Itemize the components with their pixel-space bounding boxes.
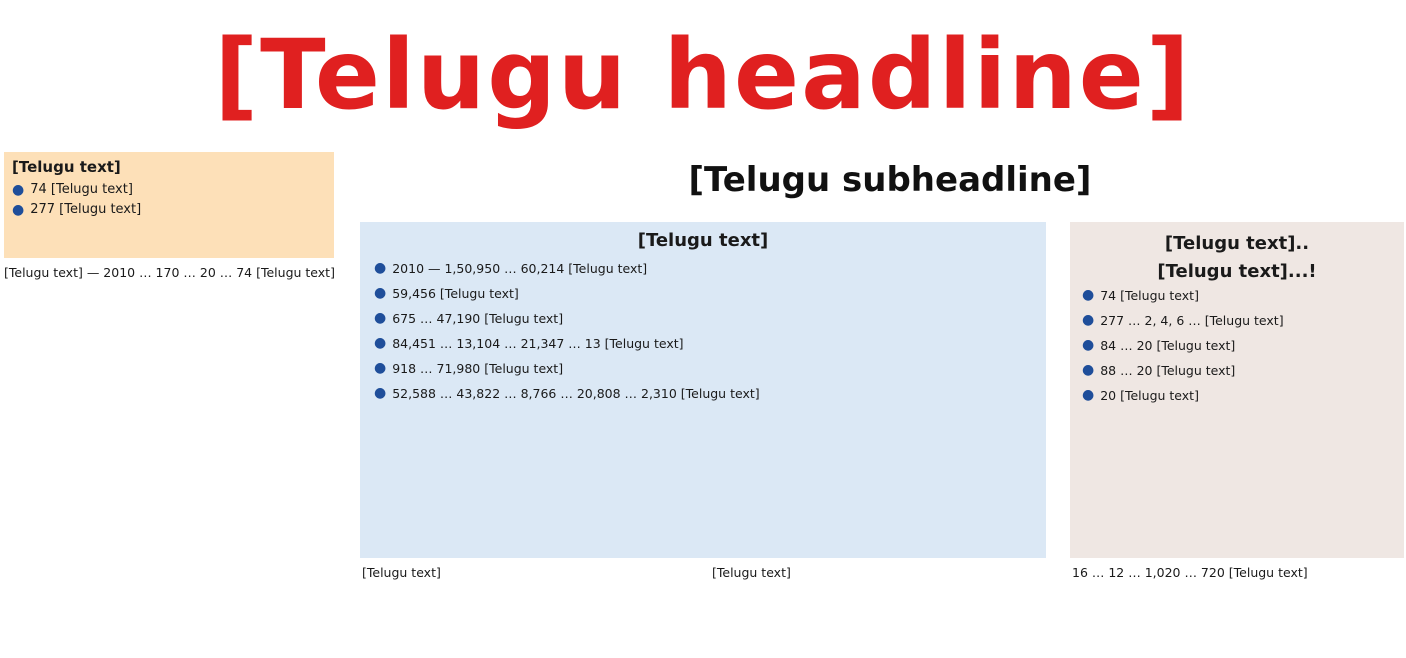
bullet-icon: ● (12, 182, 25, 198)
kicker-title: [Telugu text] (12, 158, 121, 176)
stats-item: ● 84,451 … 13,104 … 21,347 … 13 [Telugu text] (374, 335, 684, 351)
bullet-icon: ● (1082, 287, 1095, 303)
body-column-2: [Telugu text] (362, 565, 441, 580)
stats-item: ● 918 … 71,980 [Telugu text] (374, 360, 564, 376)
stats-box-title: [Telugu text] (637, 230, 769, 251)
bullet-icon: ● (374, 260, 387, 276)
bullet-icon: ● (374, 360, 387, 376)
kicker-row-text: 74 [Telugu text] (30, 182, 133, 197)
stats-item: ● 675 … 47,190 [Telugu text] (374, 310, 564, 326)
body-column-3: [Telugu text] (712, 565, 791, 580)
bullet-icon: ● (1082, 312, 1095, 328)
counseling-title-2: [Telugu text]...! (1157, 261, 1317, 282)
counseling-box (1070, 222, 1404, 558)
bullet-icon: ● (374, 335, 387, 351)
bullet-icon: ● (374, 285, 387, 301)
counseling-item: ● 88 … 20 [Telugu text] (1082, 362, 1236, 378)
kicker-row (12, 182, 326, 198)
bullet-icon: ● (1082, 387, 1095, 403)
counseling-title-1: [Telugu text].. (1164, 233, 1310, 254)
kicker-box (4, 152, 334, 258)
counseling-item: ● 84 … 20 [Telugu text] (1082, 337, 1236, 353)
body-column-4: 16 … 12 … 1,020 … 720 [Telugu text] (1072, 565, 1308, 580)
stats-item: ● 52,588 … 43,822 … 8,766 … 20,808 … 2,310 [Telugu text] (374, 385, 760, 401)
stats-item: ● 59,456 [Telugu text] (374, 285, 519, 301)
bullet-icon: ● (12, 202, 25, 218)
body-column-1: [Telugu text] — 2010 … 170 … 20 … 74 [Telugu text] (4, 265, 335, 280)
bullet-icon: ● (374, 310, 387, 326)
bullet-icon: ● (1082, 337, 1095, 353)
headline: [Telugu headline] (214, 19, 1192, 131)
bullet-icon: ● (1082, 362, 1095, 378)
kicker-row-text: 277 [Telugu text] (30, 202, 142, 217)
stats-box (360, 222, 1046, 558)
counseling-item: ● 74 [Telugu text] (1082, 287, 1199, 303)
stats-item: ● 2010 — 1,50,950 … 60,214 [Telugu text] (374, 260, 648, 276)
subheadline: [Telugu subheadline] (688, 160, 1092, 200)
counseling-item: ● 20 [Telugu text] (1082, 387, 1199, 403)
counseling-item: ● 277 … 2, 4, 6 … [Telugu text] (1082, 312, 1284, 328)
bullet-icon: ● (374, 385, 387, 401)
kicker-row (12, 202, 326, 218)
